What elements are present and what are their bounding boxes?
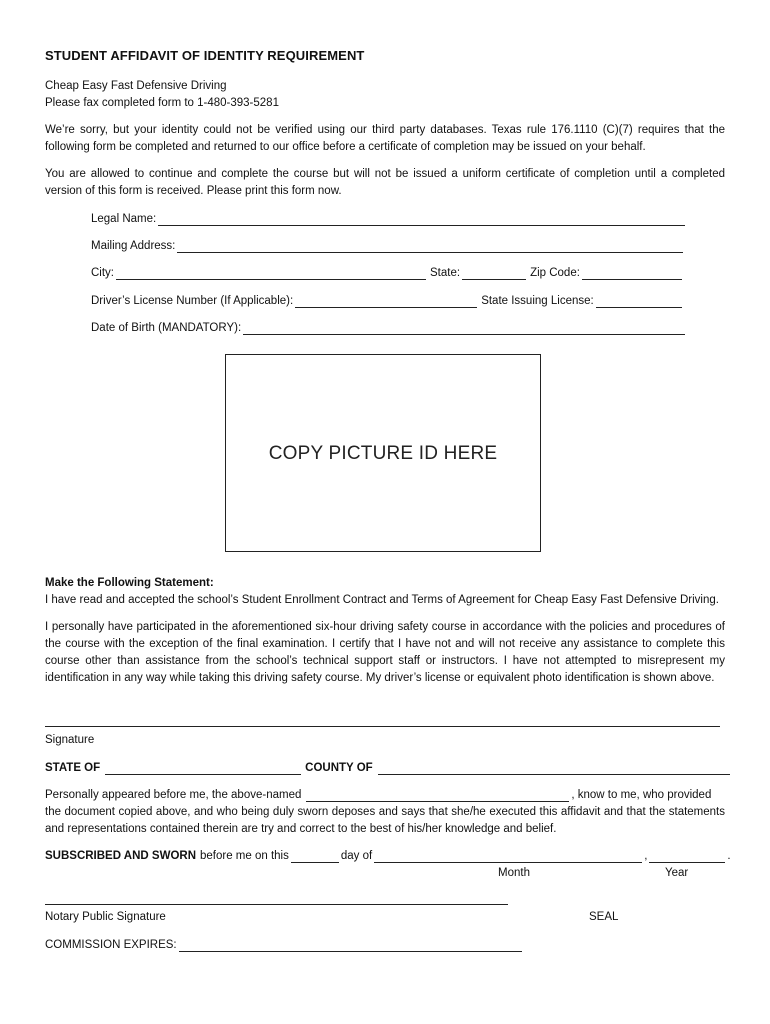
signature-label: Signature	[45, 734, 95, 746]
dob-label: Date of Birth (MANDATORY):	[91, 322, 242, 334]
year-label: Year	[665, 867, 689, 879]
appeared-suffix: , know to me, who provided	[571, 789, 712, 801]
state-of-label: STATE OF	[45, 762, 101, 774]
zip-label: Zip Code:	[530, 267, 580, 279]
year-line[interactable]	[649, 849, 725, 863]
mailing-address-line[interactable]	[177, 239, 683, 253]
commission-line[interactable]	[179, 938, 522, 952]
school-name: Cheap Easy Fast Defensive Driving	[45, 80, 227, 92]
state-line[interactable]	[462, 266, 526, 280]
commission-field[interactable]	[45, 937, 524, 954]
county-of-line[interactable]	[378, 761, 730, 775]
subscribed-rest: before me on this	[200, 850, 289, 862]
month-line[interactable]	[374, 849, 642, 863]
subscribed-bold: SUBSCRIBED AND SWORN	[45, 850, 196, 862]
commission-label: COMMISSION EXPIRES:	[45, 939, 177, 951]
mailing-address-field[interactable]	[91, 238, 685, 255]
signature-line[interactable]	[45, 726, 720, 727]
city-line[interactable]	[116, 266, 426, 280]
city-state-zip-field[interactable]	[91, 265, 684, 282]
notary-signature-label: Notary Public Signature	[45, 911, 166, 923]
mailing-address-label: Mailing Address:	[91, 240, 176, 252]
dob-field[interactable]	[91, 320, 687, 337]
accept-statement: I have read and accepted the school’s Student Enrollment Contract and Terms of Agreement for Cheap Easy Fast Defensive Driving.	[45, 594, 719, 606]
statement-heading: Make the Following Statement:	[45, 577, 214, 589]
appeared-prefix: Personally appeared before me, the above-named	[45, 789, 302, 801]
legal-name-field[interactable]	[91, 211, 687, 228]
zip-line[interactable]	[582, 266, 682, 280]
state-issuing-label: State Issuing License:	[481, 295, 594, 307]
appeared-first-line[interactable]	[45, 787, 711, 804]
drivers-license-label: Driver’s License Number (If Applicable):	[91, 295, 294, 307]
state-issuing-line[interactable]	[596, 294, 682, 308]
participation-paragraph: I personally have participated in the aforementioned six-hour driving safety course in accordance with the policies and procedures of the course with the exception of the final examination. I certify that I have not and will not receive any assistance to complete this course other than assistance from the school’s technical support staff or instructors. I have not attempted to misrepresent my identification in any way while taking this driving safety course. My driver’s license or equivalent photo identification is shown above.	[45, 621, 725, 684]
form-title: STUDENT AFFIDAVIT OF IDENTITY REQUIREMENT	[45, 48, 365, 63]
state-county-field[interactable]	[45, 760, 732, 777]
drivers-license-field[interactable]	[91, 293, 684, 310]
dob-line[interactable]	[243, 321, 685, 335]
picture-id-label: COPY PICTURE ID HERE	[268, 442, 498, 464]
state-of-line[interactable]	[105, 761, 301, 775]
drivers-license-line[interactable]	[295, 294, 477, 308]
seal-label: SEAL	[589, 911, 619, 923]
appeared-paragraph: the document copied above, and who being duly sworn deposes and says that she/he executed this affidavit and that the statements and representations contained therein are try and correct to the best of his/her knowledge and belief.	[45, 806, 725, 835]
intro-paragraph: We’re sorry, but your identity could not be verified using our third party databases. Texas rule 176.1110 (C)(7) requires that the following form be completed and returned to our office before a certificate of completion may be issued on your behalf.	[45, 124, 725, 153]
month-label: Month	[498, 867, 530, 879]
appeared-name-line[interactable]	[306, 788, 569, 802]
city-label: City:	[91, 267, 114, 279]
notary-signature-line[interactable]	[45, 904, 508, 905]
continue-paragraph: You are allowed to continue and complete the course but will not be issued a uniform certificate of completion until a completed version of this form is received. Please print this form now.	[45, 168, 725, 197]
picture-id-box[interactable]	[225, 354, 541, 552]
day-of-label: day of	[340, 850, 373, 862]
legal-name-line[interactable]	[158, 212, 685, 226]
legal-name-label: Legal Name:	[91, 213, 157, 225]
state-label: State:	[430, 267, 461, 279]
county-of-label: COUNTY OF	[305, 762, 373, 774]
fax-instruction: Please fax completed form to 1-480-393-5281	[45, 97, 279, 109]
subscribed-field[interactable]: SUBSCRIBED AND SWORN before me on this day of , .	[45, 848, 731, 865]
day-line[interactable]	[291, 849, 339, 863]
